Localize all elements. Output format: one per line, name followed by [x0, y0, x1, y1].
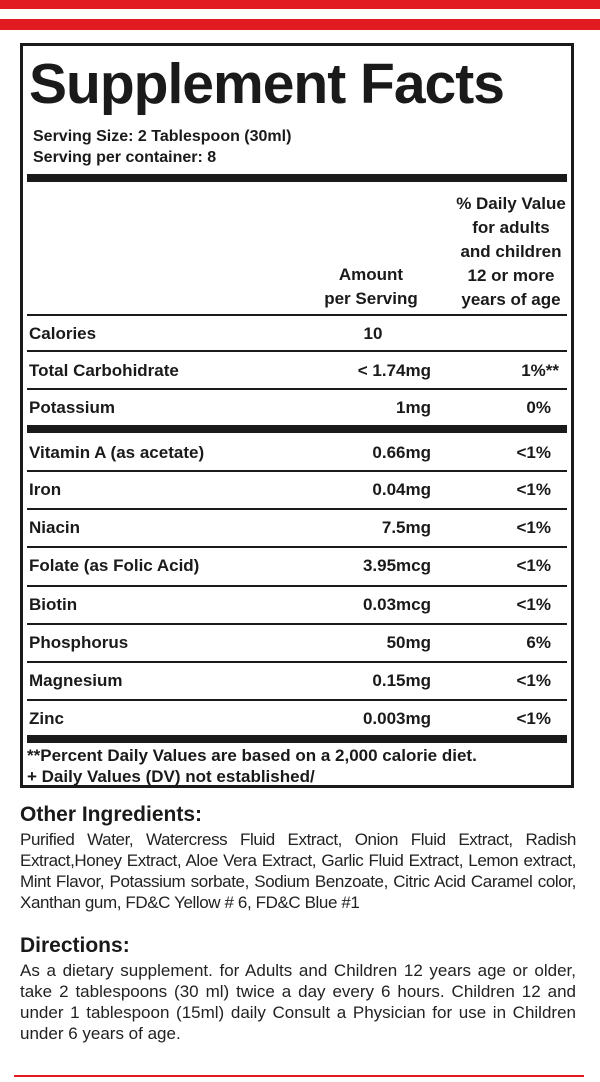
servings-per-container: Serving per container: 8 [33, 149, 217, 166]
nutrient-name: Potassium [29, 398, 115, 417]
divider [27, 350, 567, 352]
nutrient-dv: 6% [526, 633, 551, 652]
divider-thick [27, 735, 567, 743]
nutrient-name: Niacin [29, 518, 81, 537]
nutrient-row [27, 587, 567, 623]
dv-header-line: 12 or more [467, 266, 555, 285]
nutrient-name: Calories [29, 324, 97, 343]
divider-thick [27, 174, 567, 182]
nutrient-dv: 1%** [521, 361, 559, 380]
amount-header-line: Amount [338, 265, 404, 284]
nutrient-dv: <1% [516, 556, 551, 575]
nutrient-amount: < 1.74mg [357, 361, 431, 380]
nutrient-name: Vitamin A (as acetate) [29, 443, 205, 462]
nutrient-row [27, 510, 567, 546]
panel-title: Supplement Facts [29, 52, 504, 116]
dv-header-line: years of age [461, 290, 561, 309]
footnote: + Daily Values (DV) not established/ [27, 767, 315, 786]
dv-header-line: for adults [472, 218, 550, 237]
nutrient-dv: <1% [516, 480, 551, 499]
nutrient-name: Phosphorus [29, 633, 129, 652]
footnote: **Percent Daily Values are based on a 2,000 calorie diet. [27, 746, 477, 765]
serving-size: Serving Size: 2 Tablespoon (30ml) [33, 128, 292, 145]
dv-header-line: and children [460, 242, 562, 261]
nutrient-name: Magnesium [29, 671, 123, 690]
nutrient-name: Zinc [29, 709, 64, 728]
nutrient-amount: 7.5mg [381, 518, 431, 537]
divider-thick [27, 425, 567, 433]
nutrient-amount: 10 [363, 324, 383, 343]
nutrient-amount: 0.03mcg [362, 595, 431, 614]
nutrient-row [27, 353, 567, 389]
nutrient-name: Total Carbohidrate [29, 361, 179, 380]
directions-title: Directions: [20, 934, 130, 957]
nutrient-name: Iron [29, 480, 62, 499]
nutrient-dv: <1% [516, 518, 551, 537]
nutrient-dv: <1% [516, 709, 551, 728]
nutrient-row [27, 472, 567, 508]
nutrient-amount: 1mg [396, 398, 431, 417]
nutrient-row [27, 701, 567, 737]
nutrient-dv: <1% [516, 443, 551, 462]
nutrient-dv: <1% [516, 671, 551, 690]
directions-text: As a dietary supplement. for Adults and Children 12 years age or older, take 2 tablespoons (30 ml) twice a day every 6 hours. Children 12 and under 1 tablespoon (15ml) daily Consult a Physician for use in Children under 6 years of age. [20, 961, 576, 1043]
nutrient-amount: 0.04mg [372, 480, 431, 499]
nutrient-name: Folate (as Folic Acid) [29, 556, 200, 575]
amount-column-header [319, 263, 423, 311]
nutrient-amount: 0.003mg [362, 709, 431, 728]
nutrient-row [27, 548, 567, 584]
dv-header-line: % Daily Value [456, 194, 566, 213]
amount-header-line: per Serving [324, 289, 418, 308]
nutrient-dv: <1% [516, 595, 551, 614]
nutrient-row [27, 390, 567, 426]
daily-value-column-header [441, 192, 581, 312]
nutrient-amount: 0.15mg [372, 671, 431, 690]
supplement-facts-panel [20, 43, 574, 788]
nutrient-dv: 0% [526, 398, 551, 417]
nutrient-amount: 50mg [386, 633, 431, 652]
nutrient-row [27, 435, 567, 471]
top-red-bar-2 [0, 19, 600, 30]
nutrient-row [27, 625, 567, 661]
nutrient-row [27, 663, 567, 699]
top-red-bar [0, 0, 600, 9]
bottom-red-line [14, 1075, 584, 1077]
nutrient-name: Biotin [29, 595, 78, 614]
other-ingredients-text: Purified Water, Watercress Fluid Extract, Onion Fluid Extract, Radish Extract,Honey Extract, Aloe Vera Extract, Garlic Fluid Extract, Lemon extract, Mint Flavor, Potassium sorbate, Sodium Benzoate, Citric Acid Caramel color, Xanthan gum, FD&C Yellow # 6, FD&C Blue #1 [20, 830, 576, 912]
nutrient-amount: 3.95mcg [362, 556, 431, 575]
nutrient-amount: 0.66mg [372, 443, 431, 462]
nutrient-row [27, 316, 567, 352]
other-ingredients-title: Other Ingredients: [20, 803, 203, 826]
